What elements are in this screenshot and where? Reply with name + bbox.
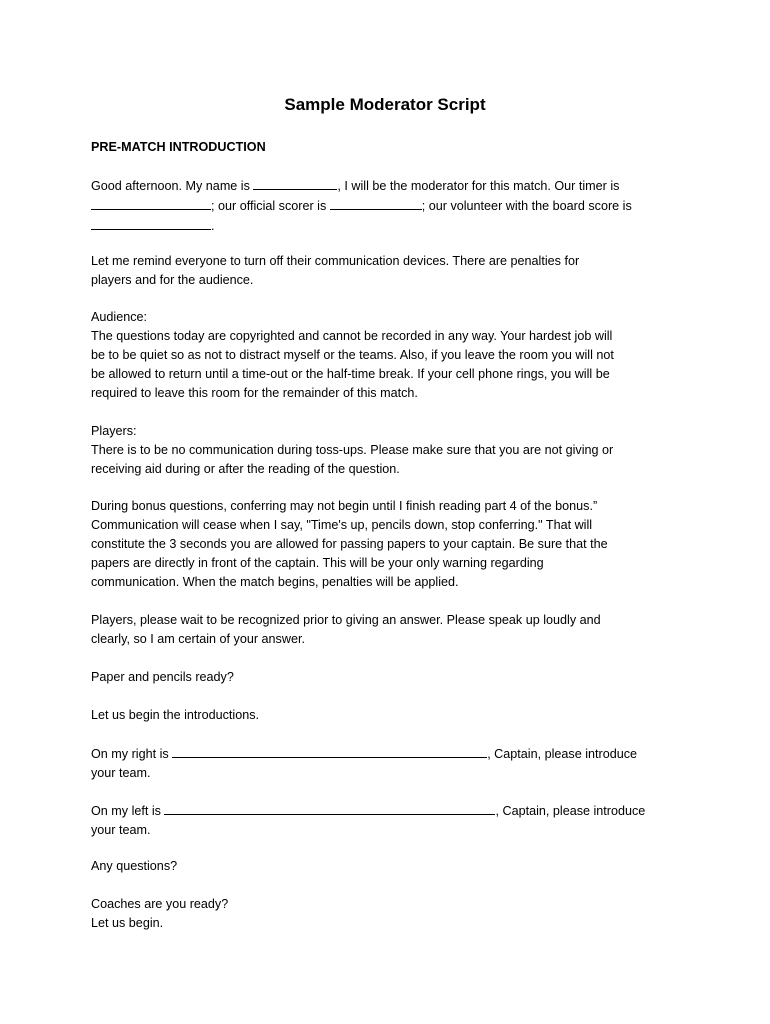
left-team-paragraph: On my left is , Captain, please introduce your team. [91,801,691,840]
audience-label: Audience: [91,310,148,324]
begin-introductions-line: Let us begin the introductions. [91,708,260,722]
any-questions-line: Any questions? [91,859,178,873]
page-title: Sample Moderator Script [284,95,486,114]
recognized-paragraph: Players, please wait to be recognized prior to giving an answer. Please speak up loudly and clearly, so I am certain of your answer. [91,613,601,646]
intro-line-1: Good afternoon. My name is , I will be the moderator for this match. Our timer is [91,176,691,196]
name-blank [253,176,337,190]
bonus-paragraph: During bonus questions, conferring may not begin until I finish reading part 4 of the bonus.” Communication will cease when I say, "Time's up, pencils down, stop conferring." That will constitute the 3 seconds you are allowed for passing papers to your captain. Be sure that the papers are directly in front of the captain. This will be your only warning regarding communication. When the match begins, penalties will be applied. [91,499,608,589]
intro-paragraph [91,176,691,236]
section-heading: PRE-MATCH INTRODUCTION [91,140,266,154]
intro-line-2: ; our official scorer is ; our volunteer with the board score is [91,196,691,216]
right-team-paragraph: On my right is , Captain, please introduce your team. [91,744,691,783]
audience-section: Audience: The questions today are copyrighted and cannot be recorded in any way. Your hardest job will be to be quiet so as not to distract myself or the teams. Also, if you leave the room you will not be allowed to return until a time-out or the half-time break. If your cell phone rings, you will be required to leave this room for the remainder of this match. [91,308,691,403]
coaches-paragraph: Coaches are you ready? Let us begin. [91,897,229,930]
intro-line-3: . [91,216,691,236]
players-section: Players: There is to be no communication during toss-ups. Please make sure that you are not giving or receiving aid during or after the reading of the question. [91,422,691,479]
reminder-paragraph: Let me remind everyone to turn off their communication devices. There are penalties for players and for the audience. [91,254,580,287]
paper-ready-line: Paper and pencils ready? [91,670,234,684]
scorer-blank [330,196,422,210]
right-team-blank [172,744,487,758]
timer-blank [91,196,211,210]
players-label: Players: [91,424,137,438]
board-score-blank [91,216,211,230]
left-team-blank [164,801,495,815]
